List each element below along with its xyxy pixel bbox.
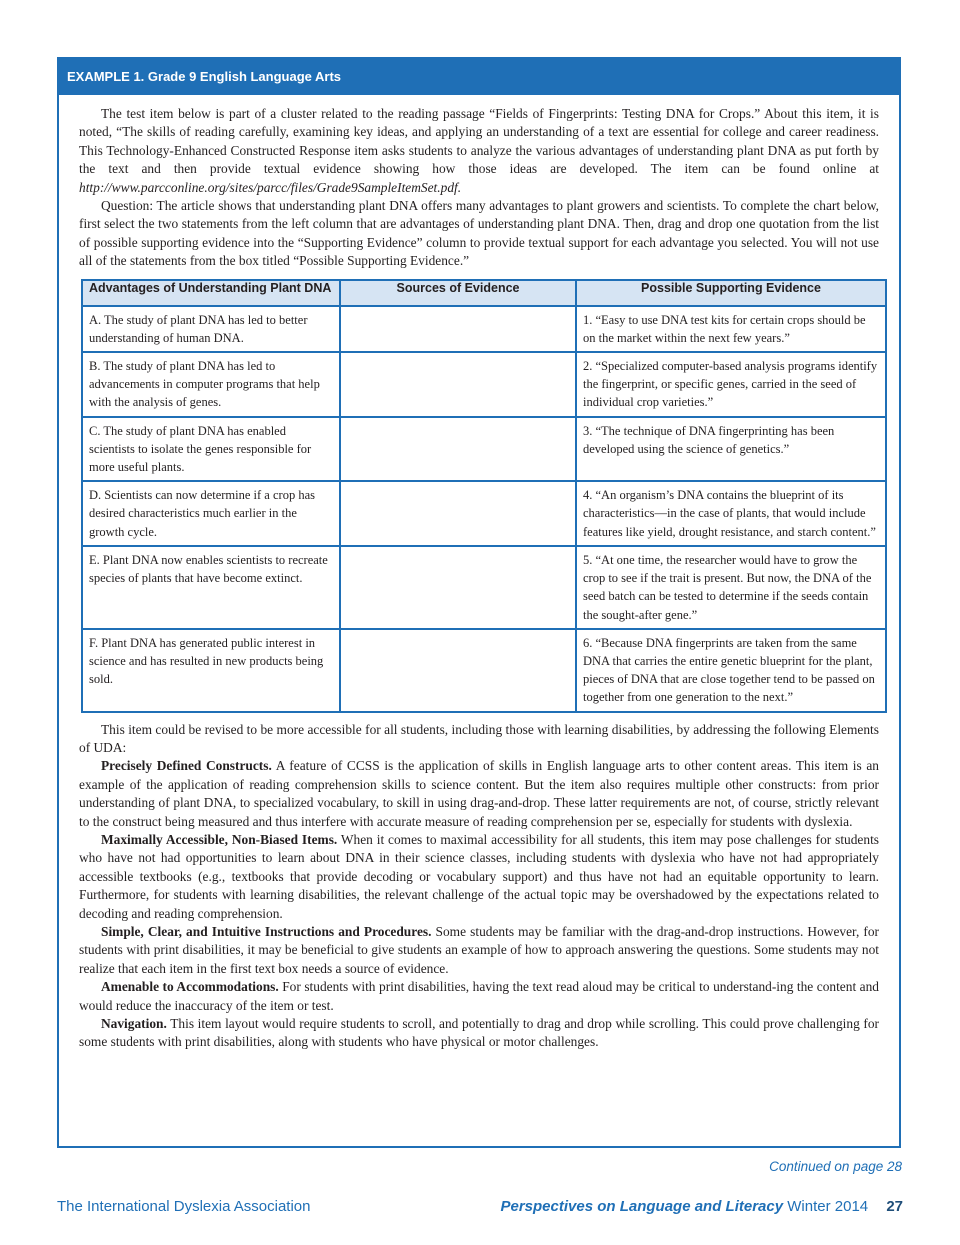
section-heading: Navigation. [101,1016,167,1032]
advantage-cell[interactable]: F. Plant DNA has generated public interest in science and has resulted in new products being sold. [82,629,340,712]
section-heading: Precisely Defined Constructs. [101,758,272,774]
section-text: This item layout would require students to scroll, and potentially to drag and drop while scrolling. This could prove challenging for some students with print disabilities, along with students who have physical or motor challenges. [79,1016,879,1050]
continued-note: Continued on page 28 [769,1159,902,1174]
source-drop-cell[interactable] [340,352,576,417]
section-heading: Amenable to Accommodations. [101,979,279,995]
section-heading: Simple, Clear, and Intuitive Instructions and Procedures. [101,923,432,939]
source-drop-cell[interactable] [340,481,576,546]
footer-right [500,1198,903,1215]
page-number: 27 [886,1198,903,1215]
header-advantages: Advantages of Understanding Plant DNA [82,280,340,306]
evidence-cell[interactable]: 6. “Because DNA fingerprints are taken from the same DNA that carries the entire genetic blueprint for the plant, pieces of DNA that are close together tend to be passed on together from one generation to the next.” [576,629,886,712]
section-text: A feature of CCSS is the application of skills in English language arts to other content areas. This item is an example of the application of reading comprehension skills to science content. But the item also requires multiple other constructs: from prior understanding of plant DNA, to specialized vocabulary, to skill in using drag-and-drop. These latter requirements are not, of course, strictly relevant to the construct being measured and thus interfere with accurate measure of reading comprehension per se, especially for students with dyslexia. [79,758,879,829]
section-text: For students with print disabilities, having the text read aloud may be critical to understand-ing the content and would reduce the inaccuracy of the item or test. [79,979,879,1013]
table-row [82,629,886,712]
table-row [82,481,886,546]
table-row [82,306,886,352]
page-footer [57,1198,903,1218]
question-paragraph: Question: The article shows that understanding plant DNA offers many advantages to plant growers and scientists. To complete the chart below, first select the two statements from the left column that are advantages of understanding plant DNA. Then, drag and drop one quotation from the list of possible supporting evidence into the “Supporting Evidence” column to provide textual support for each advantage you selected. You will not use all of the statements from the box titled “Possible Supporting Evidence.” [79,198,879,269]
footer-issue: Winter 2014 [787,1198,869,1215]
evidence-cell[interactable]: 1. “Easy to use DNA test kits for certain crops should be on the market within the next few years.” [576,306,886,352]
section-navigation [79,1015,879,1052]
table-row [82,352,886,417]
evidence-cell[interactable]: 3. “The technique of DNA fingerprinting has been developed using the science of genetics.” [576,417,886,482]
table-row [82,417,886,482]
header-sources: Sources of Evidence [340,280,576,306]
evidence-cell[interactable]: 5. “At one time, the researcher would have to grow the crop to see if the trait is present. But now, the DNA of the seed batch can be tested to determine if the seeds contain the sought-after gene.” [576,546,886,629]
evidence-cell[interactable]: 4. “An organism’s DNA contains the blueprint of its characteristics—in the case of plants, that would include features like yield, drought resistance, and starch content.” [576,481,886,546]
example-content [79,105,879,1052]
section-text: When it comes to maximal accessibility for all students, this item may pose challenges for students who have not had opportunities to learn about DNA in their science classes, including students with dyslexia who have not had appropriately accessible textbooks (e.g., textbooks that provide decoding or vocabulary support) and thus have not had an equitable opportunity to learn. Furthermore, for students with learning disabilities, the relevant challenge of the actual topic may be overshadowed by the expectations related to decoding and reading comprehension. [79,831,879,921]
advantage-cell[interactable]: C. The study of plant DNA has enabled scientists to isolate the genes responsible for more useful plants. [82,417,340,482]
intro-text: The test item below is part of a cluster related to the reading passage “Fields of Fingerprints: Testing DNA for Crops.” About this item, it is noted, “The skills of reading carefully, examining key ideas, and applying an understanding of a text are essential for college and career readiness. This Technology-Enhanced Constructed Response item asks students to analyze the various advantages of understanding plant DNA as put forth by the text and then provide textual evidence showing how those ideas are developed. The item can be found online at [79,106,879,177]
section-simple-clear [79,923,879,978]
source-drop-cell[interactable] [340,306,576,352]
footer-journal: Perspectives on Language and Literacy [500,1198,784,1215]
source-drop-cell[interactable] [340,546,576,629]
section-maximally-accessible [79,831,879,923]
item-url: http://www.parcconline.org/sites/parcc/files/Grade9SampleItemSet.pdf. [79,179,462,195]
advantage-cell[interactable]: B. The study of plant DNA has led to advancements in computer programs that help with the analysis of genes. [82,352,340,417]
section-accommodations [79,978,879,1015]
example-title: EXAMPLE 1. Grade 9 English Language Arts [59,59,899,95]
evidence-cell[interactable]: 2. “Specialized computer-based analysis programs identify the fingerprint, or specific genes, carried in the seed of individual crop varieties.” [576,352,886,417]
advantage-cell[interactable]: A. The study of plant DNA has led to better understanding of human DNA. [82,306,340,352]
source-drop-cell[interactable] [340,629,576,712]
section-text: Some students may be familiar with the drag-and-drop instructions. However, for students with print disabilities, it may be beneficial to give students an example of how to approach answering the questions. Some students may not realize that each item in the first text box needs a source of evidence. [79,923,879,976]
advantage-cell[interactable]: E. Plant DNA now enables scientists to recreate species of plants that have become extinct. [82,546,340,629]
source-drop-cell[interactable] [340,417,576,482]
uda-intro-paragraph: This item could be revised to be more accessible for all students, including those with learning disabilities, by addressing the following Elements of UDA: [79,721,879,755]
example-box [57,57,901,1148]
intro-paragraph [79,105,879,197]
table-row [82,546,886,629]
footer-org: The International Dyslexia Association [57,1198,311,1215]
evidence-table [81,279,887,713]
section-precisely-defined [79,757,879,831]
table-header-row [82,280,886,306]
header-evidence: Possible Supporting Evidence [576,280,886,306]
section-heading: Maximally Accessible, Non-Biased Items. [101,831,338,847]
advantage-cell[interactable]: D. Scientists can now determine if a crop has desired characteristics much earlier in the growth cycle. [82,481,340,546]
